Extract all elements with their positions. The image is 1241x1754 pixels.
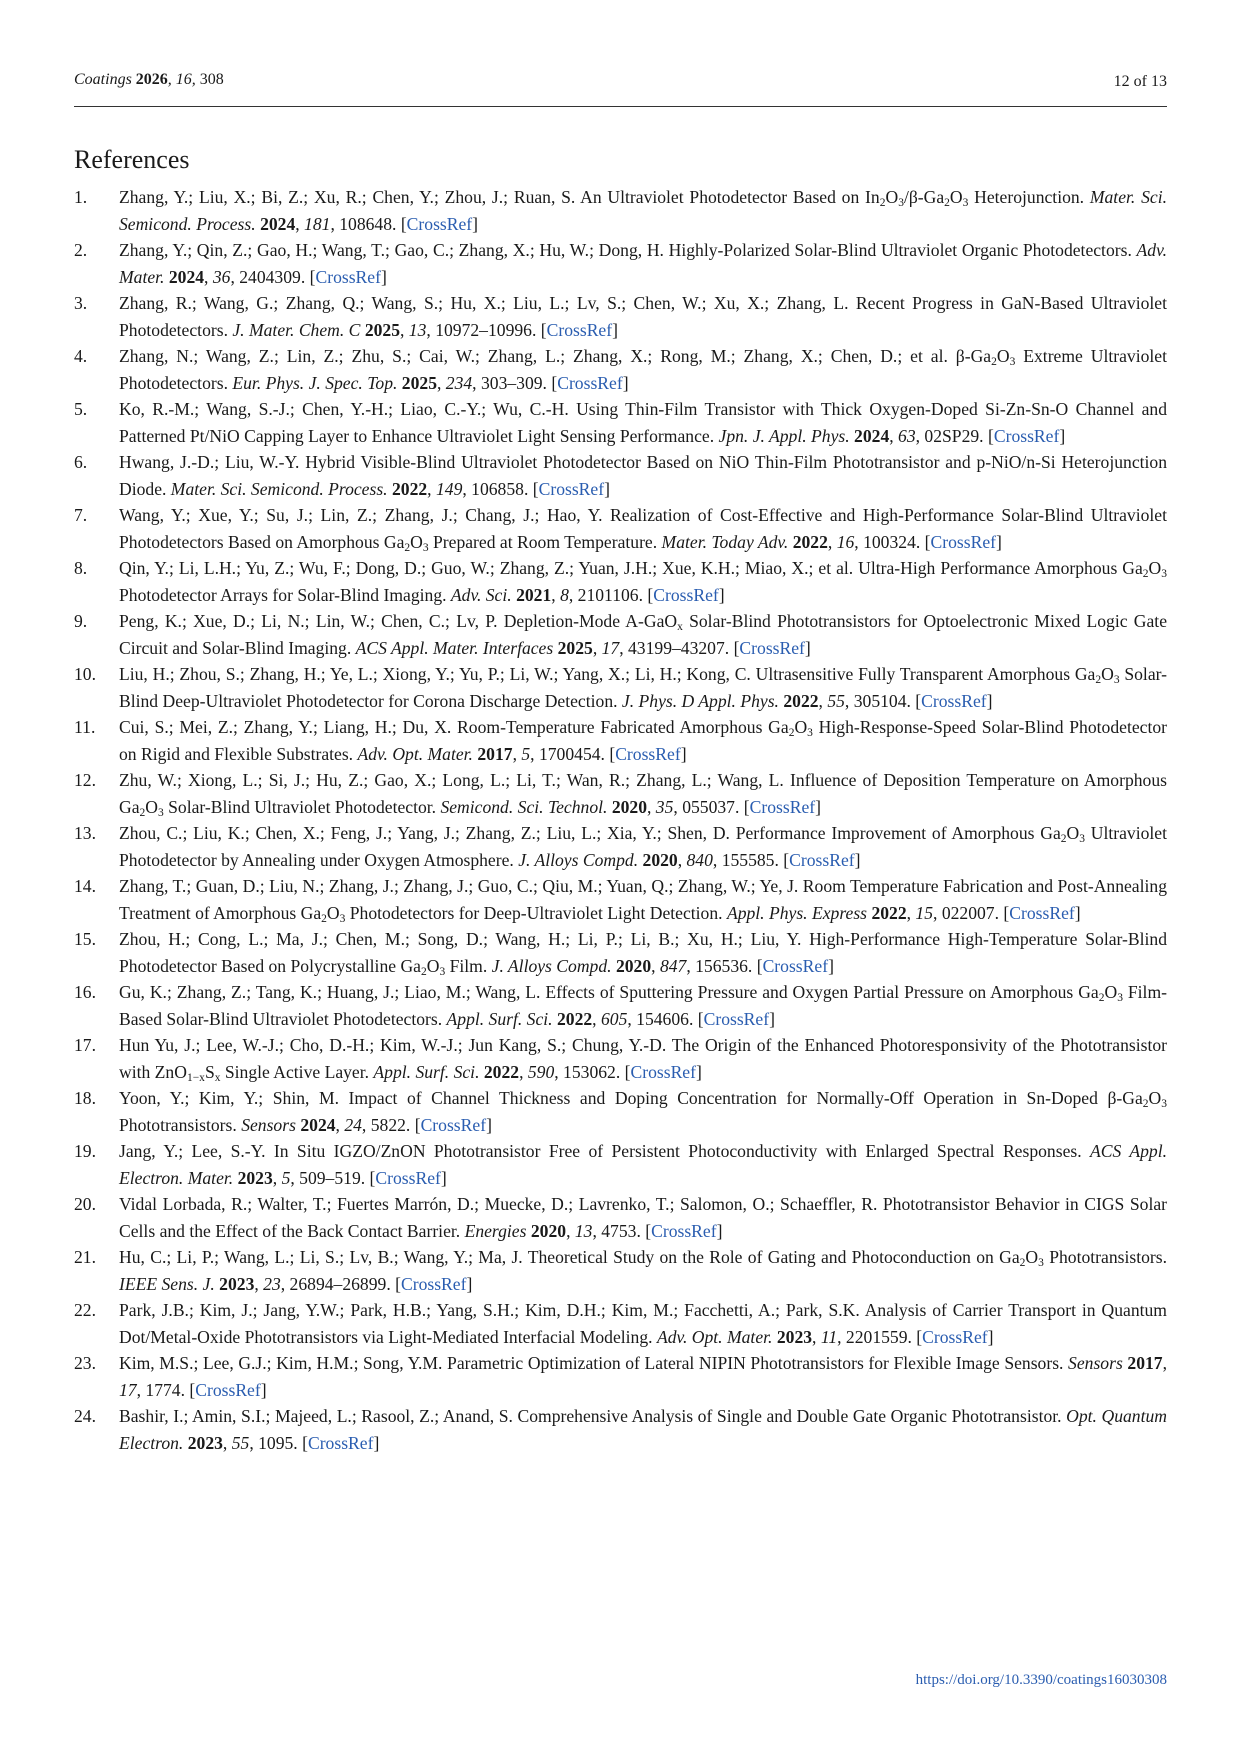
crossref-link[interactable]: CrossRef bbox=[1009, 902, 1075, 923]
crossref-link[interactable]: CrossRef bbox=[922, 1326, 988, 1347]
reference-text: Gu, K.; Zhang, Z.; Tang, K.; Huang, J.; Liao, M.; Wang, L. Effects of Sputtering Pressure and Oxygen Partial Pressure on Amorphous $Ga_2O_3$ Film-Based Solar-Blind Ultraviolet Photodetectors. Appl. Surf. Sci. 2022, 605, 154606. [CrossRef] bbox=[119, 982, 1167, 1029]
journal-volume: 16 bbox=[175, 71, 192, 88]
reference-text: Zhou, H.; Cong, L.; Ma, J.; Chen, M.; Song, D.; Wang, H.; Li, P.; Li, B.; Xu, H.; Liu, Y. High-Performance High-Temperature Solar-Blind Photodetector Based on Polycrystalline $Ga_2O_3$ Film. J. Alloys Compd. 2020, 847, 156536. [CrossRef] bbox=[119, 929, 1167, 978]
reference-text: Jang, Y.; Lee, S.-Y. In Situ IGZO/ZnON Phototransistor Free of Persistent Photoconductivity with Enlarged Spectral Responses. ACS Appl. Electron. Mater. 2023, 5, 509–519. [CrossRef] bbox=[119, 1141, 1167, 1188]
reference-number: 22. bbox=[74, 1300, 96, 1320]
crossref-link[interactable]: CrossRef bbox=[557, 372, 623, 393]
reference-item bbox=[74, 1191, 1167, 1244]
crossref-link[interactable]: CrossRef bbox=[739, 637, 805, 658]
crossref-link[interactable]: CrossRef bbox=[406, 213, 473, 234]
crossref-link[interactable]: CrossRef bbox=[921, 690, 987, 711]
crossref-link[interactable]: CrossRef bbox=[651, 1220, 717, 1241]
reference-item bbox=[74, 1403, 1167, 1456]
reference-text: Cui, S.; Mei, Z.; Zhang, Y.; Liang, H.; Du, X. Room-Temperature Fabricated Amorphous $Ga_2O_3$ High-Response-Speed Solar-Blind Photodetector on Rigid and Flexible Substrates. Adv. Opt. Mater. 2017, 5, 1700454. [CrossRef] bbox=[119, 717, 1167, 764]
reference-number: 10. bbox=[74, 664, 96, 684]
reference-number: 11. bbox=[74, 717, 96, 737]
reference-item bbox=[74, 926, 1167, 979]
reference-number: 8. bbox=[74, 558, 88, 578]
reference-text: Zhang, T.; Guan, D.; Liu, N.; Zhang, J.; Zhang, J.; Guo, C.; Qiu, M.; Yuan, Q.; Zhang, W.; Ye, J. Room Temperature Fabrication and Post-Annealing Treatment of Amorphous $Ga_2O_3$ Photodetectors for Deep-Ultraviolet Light Detection. Appl. Phys. Express 2022, 15, 022007. [CrossRef] bbox=[119, 876, 1167, 925]
reference-number: 15. bbox=[74, 929, 96, 949]
crossref-link[interactable]: CrossRef bbox=[930, 531, 997, 552]
crossref-link[interactable]: CrossRef bbox=[546, 319, 613, 340]
reference-text: Kim, M.S.; Lee, G.J.; Kim, H.M.; Song, Y.M. Parametric Optimization of Lateral NIPIN Phototransistors for Flexible Image Sensors. Sensors 2017, 17, 1774. [CrossRef] bbox=[119, 1353, 1167, 1400]
crossref-link[interactable]: CrossRef bbox=[630, 1061, 696, 1082]
reference-item bbox=[74, 608, 1167, 661]
reference-text: Zhang, Y.; Qin, Z.; Gao, H.; Wang, T.; Gao, C.; Zhang, X.; Hu, W.; Dong, H. Highly-Polarized Solar-Blind Ultraviolet Organic Photodetectors. Adv. Mater. 2024, 36, 2404309. [CrossRef] bbox=[119, 240, 1167, 287]
reference-text: Yoon, Y.; Kim, Y.; Shin, M. Impact of Channel Thickness and Doping Concentration for Normally-Off Operation in Sn-Doped $\beta-Ga_2O_3$ Phototransistors. Sensors 2024, 24, 5822. [CrossRef] bbox=[119, 1088, 1167, 1135]
reference-item bbox=[74, 237, 1167, 290]
reference-number: 18. bbox=[74, 1088, 96, 1108]
reference-text: Wang, Y.; Xue, Y.; Su, J.; Lin, Z.; Zhang, J.; Chang, J.; Hao, Y. Realization of Cost-Effective and High-Performance Solar-Blind Ultraviolet Photodetectors Based on Amorphous $Ga_2O_3$ Prepared at Room Temperature. Mater. Today Adv. 2022, 16, 100324. [CrossRef] bbox=[119, 505, 1167, 554]
running-header-citation: Coatings 2026, 16, 308 bbox=[74, 71, 224, 88]
reference-number: 4. bbox=[74, 346, 88, 366]
reference-item bbox=[74, 767, 1167, 820]
reference-number: 9. bbox=[74, 611, 88, 631]
reference-number: 20. bbox=[74, 1194, 96, 1214]
crossref-link[interactable]: CrossRef bbox=[762, 955, 829, 976]
reference-number: 19. bbox=[74, 1141, 96, 1161]
reference-number: 6. bbox=[74, 452, 88, 472]
reference-item bbox=[74, 1085, 1167, 1138]
reference-text: Hun Yu, J.; Lee, W.-J.; Cho, D.-H.; Kim, W.-J.; Jun Kang, S.; Chung, Y.-D. The Origin of the Enhanced Photoresponsivity of the Phototransistor with $ZnO_{1-x}S_x$ Single Active Layer. Appl. Surf. Sci. 2022, 590, 153062. [CrossRef] bbox=[119, 1035, 1167, 1084]
crossref-link[interactable]: CrossRef bbox=[703, 1008, 770, 1029]
reference-text: Zhang, R.; Wang, G.; Zhang, Q.; Wang, S.; Hu, X.; Liu, L.; Lv, S.; Chen, W.; Xu, X.; Zhang, L. Recent Progress in GaN-Based Ultraviolet Photodetectors. J. Mater. Chem. C 2025, 13, 10972–10996. [CrossRef] bbox=[119, 293, 1167, 340]
reference-text: Park, J.B.; Kim, J.; Jang, Y.W.; Park, H.B.; Yang, S.H.; Kim, D.H.; Kim, M.; Facchetti, A.; Park, S.K. Analysis of Carrier Transport in Quantum Dot/Metal-Oxide Phototransistors via Light-Mediated Interfacial Modeling. Adv. Opt. Mater. 2023, 11, 2201559. [CrossRef] bbox=[119, 1300, 1167, 1347]
reference-text: Ko, R.-M.; Wang, S.-J.; Chen, Y.-H.; Liao, C.-Y.; Wu, C.-H. Using Thin-Film Transistor with Thick Oxygen-Doped Si-Zn-Sn-O Channel and Patterned Pt/NiO Capping Layer to Enhance Ultraviolet Light Sensing Performance. Jpn. J. Appl. Phys. 2024, 63, 02SP29. [CrossRef] bbox=[119, 399, 1167, 446]
crossref-link[interactable]: CrossRef bbox=[615, 743, 681, 764]
reference-number: 5. bbox=[74, 399, 88, 419]
reference-item bbox=[74, 290, 1167, 343]
doi-link[interactable]: https://doi.org/10.3390/coatings16030308 bbox=[915, 1672, 1167, 1688]
reference-number: 1. bbox=[74, 187, 88, 207]
reference-item bbox=[74, 1244, 1167, 1297]
reference-list bbox=[74, 184, 1167, 1456]
crossref-link[interactable]: CrossRef bbox=[749, 796, 816, 817]
reference-text: Zhang, N.; Wang, Z.; Lin, Z.; Zhu, S.; Cai, W.; Zhang, L.; Zhang, X.; Rong, M.; Zhang, X.; Chen, D.; et al. $\beta-Ga_2O_3$ Extreme Ultraviolet Photodetectors. Eur. Phys. J. Spec. Top. 2025, 234, 303–309. [CrossRef] bbox=[119, 346, 1167, 393]
reference-item bbox=[74, 555, 1167, 608]
reference-number: 2. bbox=[74, 240, 88, 260]
reference-text: Qin, Y.; Li, L.H.; Yu, Z.; Wu, F.; Dong, D.; Guo, W.; Zhang, Z.; Yuan, J.H.; Xue, K.H.; Miao, X.; et al. Ultra-High Performance Amorphous $Ga_2O_3$ Photodetector Arrays for Solar-Blind Imaging. Adv. Sci. 2021, 8, 2101106. [CrossRef] bbox=[119, 558, 1167, 605]
crossref-link[interactable]: CrossRef bbox=[400, 1273, 467, 1294]
reference-item bbox=[74, 820, 1167, 873]
crossref-link[interactable]: CrossRef bbox=[653, 584, 719, 605]
reference-item bbox=[74, 184, 1167, 237]
reference-text: Peng, K.; Xue, D.; Li, N.; Lin, W.; Chen, C.; Lv, P. Depletion-Mode A-GaO$_x$ Solar-Blind Phototransistors for Optoelectronic Mixed Logic Gate Circuit and Solar-Blind Imaging. ACS Appl. Mater. Interfaces 2025, 17, 43199–43207. [CrossRef] bbox=[119, 611, 1167, 658]
crossref-link[interactable]: CrossRef bbox=[315, 266, 381, 287]
reference-item bbox=[74, 1138, 1167, 1191]
reference-item bbox=[74, 1032, 1167, 1085]
crossref-link[interactable]: CrossRef bbox=[375, 1167, 441, 1188]
page-number: 12 of 13 bbox=[1113, 73, 1167, 90]
reference-number: 7. bbox=[74, 505, 88, 525]
reference-item bbox=[74, 502, 1167, 555]
reference-text: Liu, H.; Zhou, S.; Zhang, H.; Ye, L.; Xiong, Y.; Yu, P.; Li, W.; Yang, X.; Li, H.; Kong, C. Ultrasensitive Fully Transparent Amorphous $Ga_2O_3$ Solar-Blind Deep-Ultraviolet Photodetector for Corona Discharge Detection. J. Phys. D Appl. Phys. 2022, 55, 305104. [CrossRef] bbox=[119, 664, 1167, 711]
crossref-link[interactable]: CrossRef bbox=[789, 849, 855, 870]
reference-item bbox=[74, 1297, 1167, 1350]
reference-text: Hwang, J.-D.; Liu, W.-Y. Hybrid Visible-Blind Ultraviolet Photodetector Based on NiO Thin-Film Phototransistor and p-NiO/n-Si Heterojunction Diode. Mater. Sci. Semicond. Process. 2022, 149, 106858. [CrossRef] bbox=[119, 452, 1167, 499]
reference-item bbox=[74, 661, 1167, 714]
crossref-link[interactable]: CrossRef bbox=[307, 1432, 374, 1453]
reference-item bbox=[74, 343, 1167, 396]
reference-number: 12. bbox=[74, 770, 96, 790]
reference-text: Vidal Lorbada, R.; Walter, T.; Fuertes Marrón, D.; Muecke, D.; Lavrenko, T.; Salomon, O.; Schaeffler, R. Phototransistor Behavior in CIGS Solar Cells and the Effect of the Back Contact Barrier. Energies 2020, 13, 4753. [CrossRef] bbox=[119, 1194, 1167, 1241]
reference-text: Zhang, Y.; Liu, X.; Bi, Z.; Xu, R.; Chen, Y.; Zhou, J.; Ruan, S. An Ultraviolet Photodetector Based on $In_2O_3/\beta-Ga_2O_3$ Heterojunction. Mater. Sci. Semicond. Process. 2024, 181, 108648. [CrossRef] bbox=[119, 187, 1167, 234]
reference-number: 24. bbox=[74, 1406, 96, 1426]
crossref-link[interactable]: CrossRef bbox=[993, 425, 1060, 446]
reference-number: 16. bbox=[74, 982, 96, 1002]
reference-text: Hu, C.; Li, P.; Wang, L.; Li, S.; Lv, B.; Wang, Y.; Ma, J. Theoretical Study on the Role of Gating and Photoconduction on $Ga_2O_3$ Phototransistors. IEEE Sens. J. 2023, 23, 26894–26899. [CrossRef] bbox=[119, 1247, 1167, 1294]
crossref-link[interactable]: CrossRef bbox=[195, 1379, 261, 1400]
crossref-link[interactable]: CrossRef bbox=[538, 478, 605, 499]
reference-item bbox=[74, 1350, 1167, 1403]
reference-text: Zhou, C.; Liu, K.; Chen, X.; Feng, J.; Yang, J.; Zhang, Z.; Liu, L.; Xia, Y.; Shen, D. Performance Improvement of Amorphous $Ga_2O_3$ Ultraviolet Photodetector by Annealing under Oxygen Atmosphere. J. Alloys Compd. 2020, 840, 155585. [CrossRef] bbox=[119, 823, 1167, 870]
reference-item bbox=[74, 714, 1167, 767]
article-number: 308 bbox=[199, 71, 224, 88]
reference-number: 21. bbox=[74, 1247, 96, 1267]
reference-number: 14. bbox=[74, 876, 96, 896]
reference-text: Bashir, I.; Amin, S.I.; Majeed, L.; Rasool, Z.; Anand, S. Comprehensive Analysis of Single and Double Gate Organic Phototransistor. Opt. Quantum Electron. 2023, 55, 1095. [CrossRef] bbox=[119, 1406, 1167, 1453]
reference-number: 23. bbox=[74, 1353, 96, 1373]
crossref-link[interactable]: CrossRef bbox=[420, 1114, 487, 1135]
journal-name: Coatings bbox=[74, 71, 132, 88]
reference-text: Zhu, W.; Xiong, L.; Si, J.; Hu, Z.; Gao, X.; Long, L.; Li, T.; Wan, R.; Zhang, L.; Wang, L. Influence of Deposition Temperature on Amorphous $Ga_2O_3$ Solar-Blind Ultraviolet Photodetector. Semicond. Sci. Technol. 2020, 35, 055037. [CrossRef] bbox=[119, 770, 1167, 819]
reference-number: 13. bbox=[74, 823, 96, 843]
references-heading: References bbox=[74, 145, 190, 174]
reference-item bbox=[74, 449, 1167, 502]
reference-number: 17. bbox=[74, 1035, 96, 1055]
reference-item bbox=[74, 396, 1167, 449]
reference-item bbox=[74, 873, 1167, 926]
reference-number: 3. bbox=[74, 293, 88, 313]
header-divider bbox=[74, 106, 1167, 107]
journal-year: 2026 bbox=[135, 71, 168, 88]
reference-item bbox=[74, 979, 1167, 1032]
